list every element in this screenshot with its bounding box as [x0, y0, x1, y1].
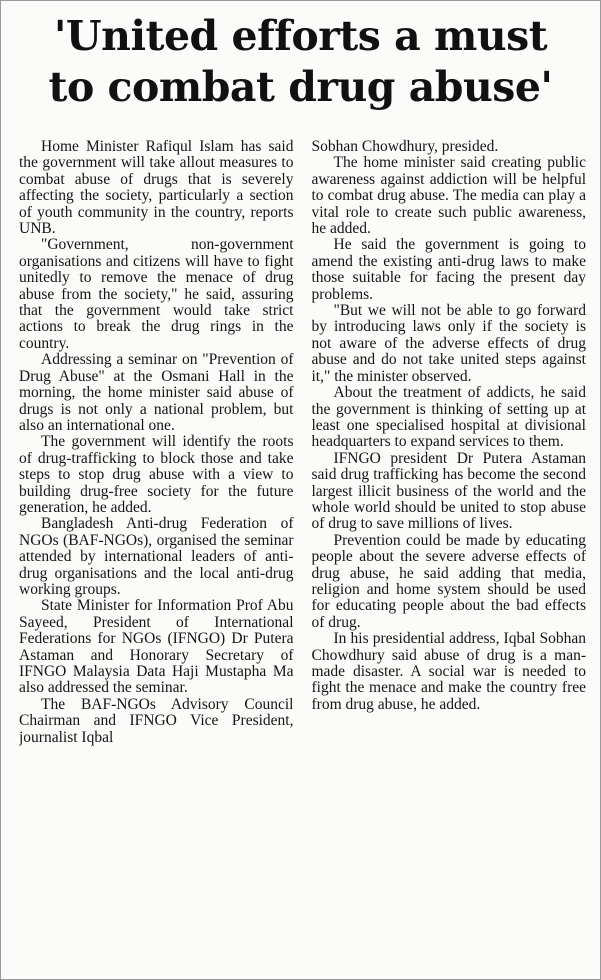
headline-line-2: to combat drug abuse': [48, 63, 553, 111]
paragraph-continuation: Sobhan Chowdhury, presided.: [311, 139, 499, 155]
headline: [1, 1, 600, 113]
paragraph: The BAF-NGOs Advisory Council Chairman and IFNGO Vice President, journalist Iqbal: [19, 695, 294, 746]
paragraph: Home Minister Rafiqul Islam has said the government will take allout measures to combat abuse of drugs that is severely affecting the society, particularly a section of youth community in the country, reports UNB.: [19, 139, 294, 238]
paragraph: IFNGO president Dr Putera Astaman said drug trafficking has become the second largest illicit business of the world and the whole world should be united to stop abuse of drug to save millions of lives.: [311, 449, 586, 533]
paragraph: He said the government is going to amend the existing anti-drug laws to make those suitable for facing the present day problems.: [311, 236, 586, 303]
paragraph: About the treatment of addicts, he said the government is thinking of setting up at least one specialised hospital at divisional headquarters to expand services to them.: [311, 384, 586, 451]
paragraph: The home minister said creating public awareness against addiction will be helpful to combat drug abuse. The media can play a vital role to create such public awareness, he added.: [311, 154, 586, 238]
paragraph: The government will identify the roots of drug-trafficking to block those and take steps to stop drug abuse with a view to building drug-free society for the future generation, he added.: [19, 433, 294, 516]
paragraph: Prevention could be made by educating people about the severe adverse effects of drug abuse, he said adding that media, religion and home system should be used for educating people about the bad effects of drug.: [311, 531, 586, 631]
paragraph: State Minister for Information Prof Abu Sayeed, President of International Federations for NGOs (IFNGO) Dr Putera Astaman and Honorary Secretary of IFNGO Malaysia Data Haji Mustapha Ma also addressed the seminar.: [19, 597, 294, 697]
article-column-right: [312, 139, 587, 973]
article-column-left: [19, 139, 294, 973]
paragraph: In his presidential address, Iqbal Sobhan Chowdhury said abuse of drug is a man-made disaster. A social war is needed to fight the menace and make the country free from drug abuse, he added.: [311, 630, 586, 713]
paragraph: Bangladesh Anti-drug Federation of NGOs (BAF-NGOs), organised the seminar attended by international leaders of anti-drug organisations and the local anti-drug working groups.: [19, 515, 294, 598]
paragraph: "Government, non-government organisations and citizens will have to fight unitedly to remove the menace of drug abuse from the society," he said, assuring that the government would take strict actions to break the drug rings in the country.: [19, 236, 294, 352]
paragraph: "But we will not be able to go forward by introducing laws only if the society is not aware of the adverse effects of drug abuse and do not take united steps against it," the minister observed.: [311, 302, 586, 385]
paragraph: Addressing a seminar on "Prevention of Drug Abuse" at the Osmani Hall in the morning, the home minister said abuse of drugs is not only a national problem, but also an international one.: [19, 351, 294, 434]
headline-line-1: 'United efforts a must: [53, 12, 548, 60]
article-body: [19, 139, 586, 973]
